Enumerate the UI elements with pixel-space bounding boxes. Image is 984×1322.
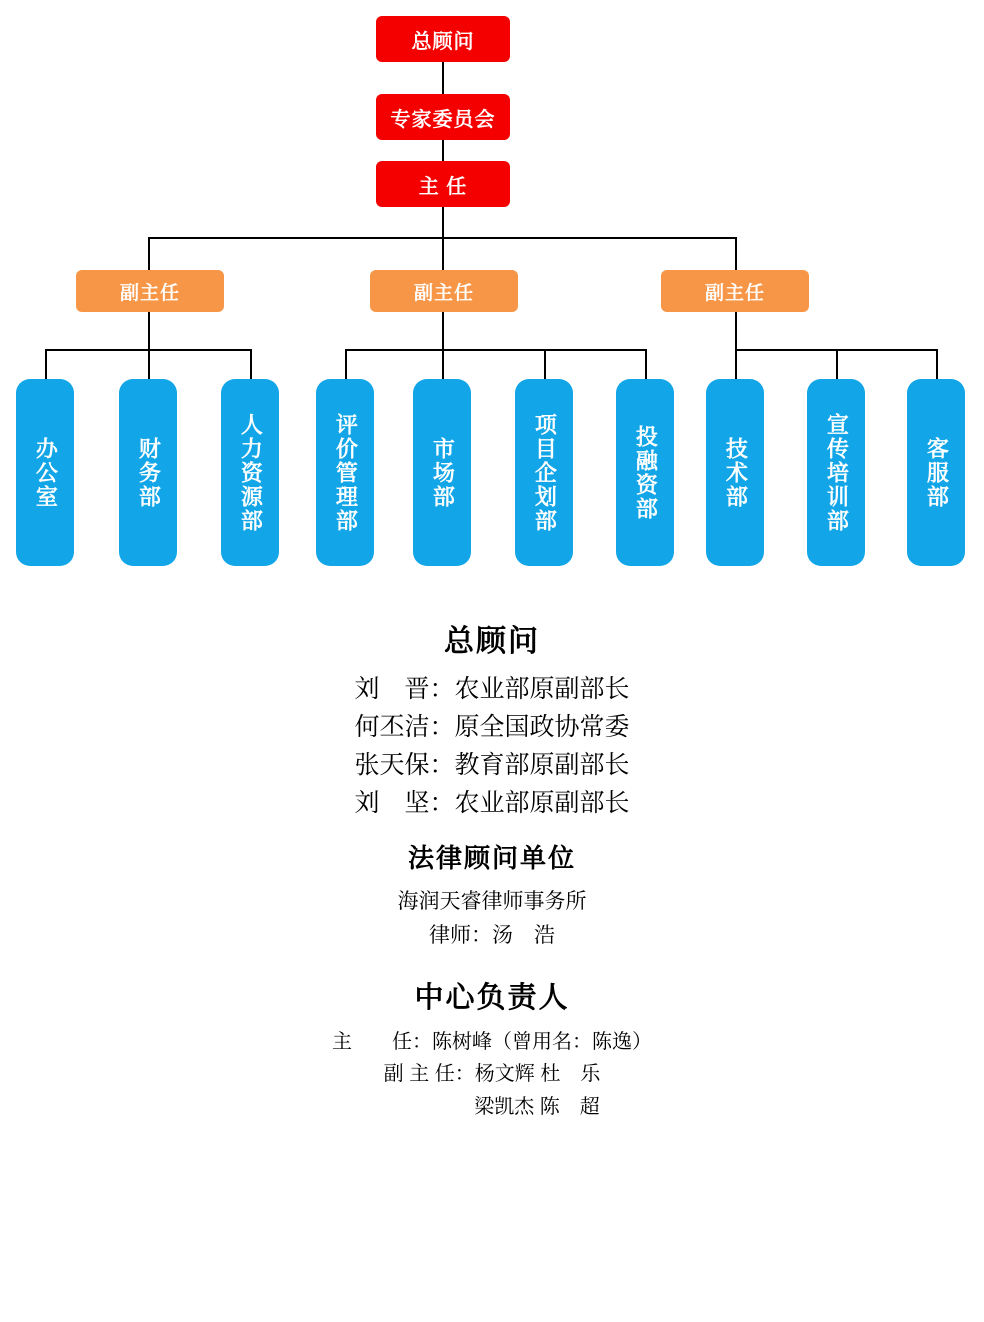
leader-line: 梁凯杰 陈 超 [474,1095,600,1118]
connector-deputy2-branch-1 [345,349,347,380]
connector-deputy3-branch-2 [836,349,838,380]
leader-line: 副 主 任：杨文辉 杜 乐 [383,1063,601,1086]
leaders-title: 中心负责人 [414,982,570,1015]
connector-bus-to-deputy-1 [148,237,150,270]
node-label: 项目企划部 [532,412,558,533]
node-department-project-planning [515,379,573,566]
connector-deputy2-branch-3 [544,349,546,380]
connector-deputy2-branch-2 [442,349,444,380]
connector-deputy2-bus [345,349,645,351]
org-chart [0,0,984,600]
node-label: 人力资源部 [238,412,264,533]
node-label: 副主任 [413,282,474,304]
node-label: 技术部 [723,436,749,509]
connector-bus-to-deputy-2 [442,237,444,270]
node-department-evaluation [316,379,374,566]
node-department-market [413,379,471,566]
node-department-customer-service [907,379,965,566]
connector-committee-to-director [442,140,444,161]
advisor-line: 刘 晋：农业部原副部长 [354,675,630,703]
node-label: 宣传培训部 [824,412,850,533]
node-label: 评价管理部 [333,412,359,533]
advisor-line: 张天保：教育部原副部长 [354,751,630,779]
node-deputy-director-1 [76,270,224,312]
node-label: 总顾问 [411,30,475,53]
connector-deputy1-branch-3 [250,349,252,380]
node-label: 办公室 [33,436,59,509]
connector-deputy2-branch-4 [645,349,647,380]
connector-deputy2-down [442,312,444,350]
advisor-line: 何丕洁：原全国政协常委 [354,713,630,741]
node-label: 客服部 [924,436,950,509]
node-label: 财务部 [136,436,162,509]
node-department-finance [119,379,177,566]
node-label: 副主任 [119,282,180,304]
connector-deputy1-branch-1 [45,349,47,380]
leader-line: 主 任：陈树峰（曾用名：陈逸） [332,1031,652,1054]
legal-title: 法律顾问单位 [407,843,576,873]
node-department-investment [616,379,674,566]
connector-bus-to-deputy-3 [735,237,737,270]
node-department-publicity-training [807,379,865,566]
node-label: 专家委员会 [390,108,496,131]
connector-director-down [442,207,444,238]
advisors-title: 总顾问 [444,625,540,658]
node-department-technology [706,379,764,566]
node-department-hr [221,379,279,566]
legal-lawyer: 律师：汤 浩 [429,924,555,948]
info-block [0,608,984,1123]
node-expert-committee [376,94,510,140]
node-deputy-director-3 [661,270,809,312]
node-label: 副主任 [704,282,765,304]
node-label: 市场部 [430,436,456,509]
node-department-office [16,379,74,566]
connector-deputy1-down [148,312,150,350]
legal-firm: 海润天睿律师事务所 [397,890,587,913]
connector-deputy1-branch-2 [148,349,150,380]
node-chief-advisor [376,16,510,62]
connector-deputy3-branch-1 [735,349,737,380]
connector-deputy3-down [735,312,737,350]
node-deputy-director-2 [370,270,518,312]
node-label: 主 任 [418,175,468,198]
connector-chief-to-committee [442,62,444,94]
advisor-line: 刘 坚：农业部原副部长 [354,789,630,817]
node-label: 投融资部 [633,424,659,521]
connector-deputy3-branch-3 [936,349,938,380]
node-director [376,161,510,207]
